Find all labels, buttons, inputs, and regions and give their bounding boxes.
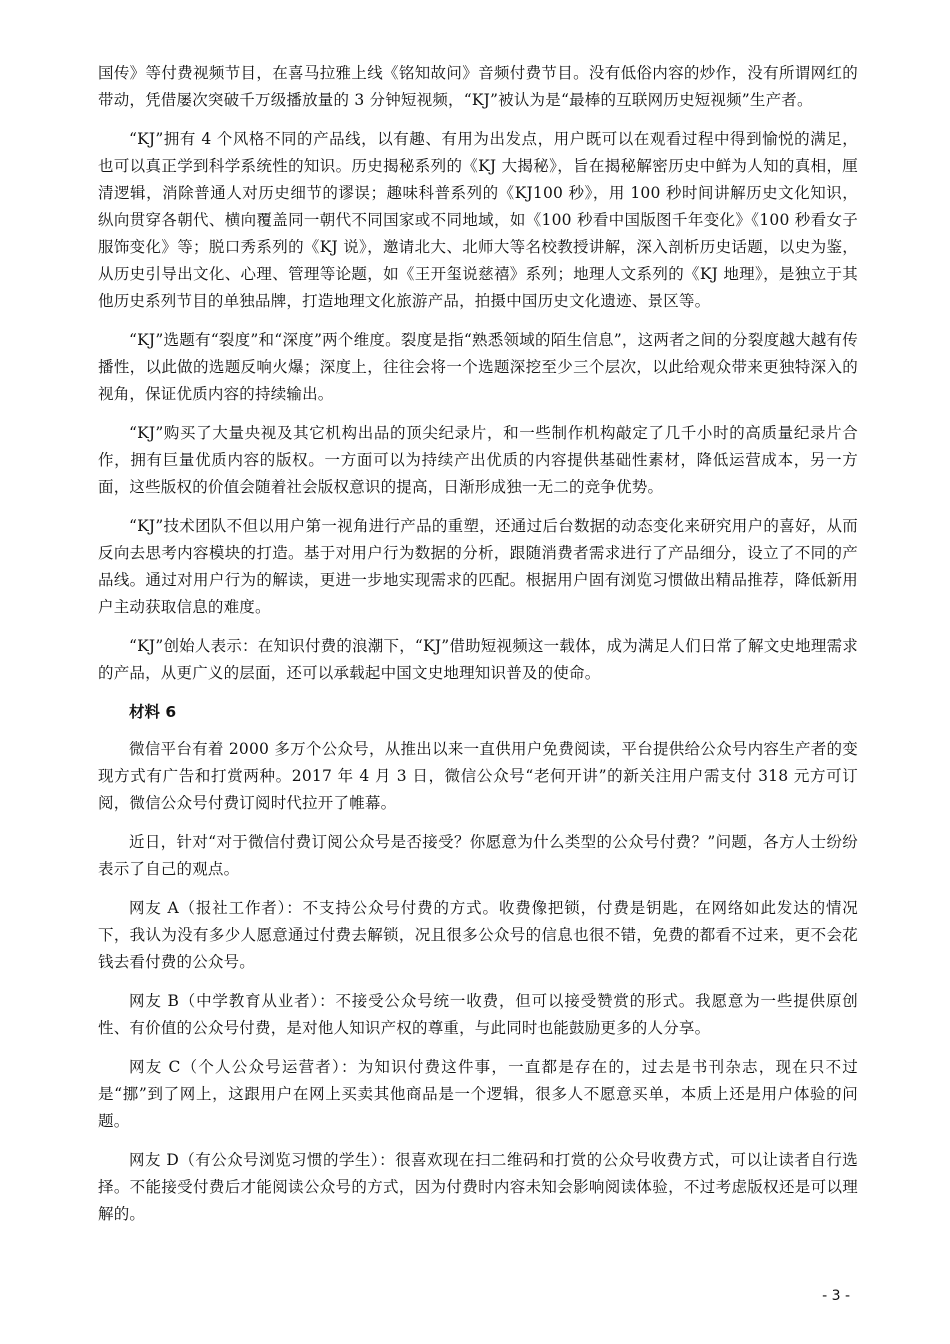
paragraph-topic-selection: “KJ”选题有“裂度”和“深度”两个维度。裂度是指“熟悉领域的陌生信息”，这两者之间的分裂度越大越有传播性，以此做的选题反响火爆；深度上，往往会将一个选题深挖至少三个层次，以此给观众带来更独特深入的视角，保证优质内容的持续输出。 xyxy=(98,331,858,403)
paragraph-netizen-c: 网友 C（个人公众号运营者）：为知识付费这件事，一直都是存在的，过去是书刊杂志，现在只不过是“挪”到了网上，这跟用户在网上买卖其他商品是一个逻辑，很多人不愿意买单，本质上还是用户体验的问题。 xyxy=(98,1058,858,1130)
paragraph-product-lines: “KJ”拥有 4 个风格不同的产品线，以有趣、有用为出发点，用户既可以在观看过程中得到愉悦的满足，也可以真正学到科学系统性的知识。历史揭秘系列的《KJ 大揭秘》，旨在揭秘解密历史中鲜为人知的真相，厘清逻辑，消除普通人对历史细节的谬误；趣味科普系列的《KJ100 秒》，用 100 秒时间讲解历史文化知识，纵向贯穿各朝代、横向覆盖同一朝代不同国家或不同地域，如《100 秒看中国版图千年变化》《100 秒看女子服饰变化》等；脱口秀系列的《KJ 说》，邀请北大、北师大等名校教授讲解，深入剖析历史话题，以史为鉴，从历史引导出文化、心理、管理等论题，如《王开玺说慈禧》系列；地理人文系列的《KJ 地理》，是独立于其他历史系列节目的单独品牌，打造地理文化旅游产品，拍摄中国历史文化遗迹、景区等。 xyxy=(98,130,858,310)
paragraph-continuation: 国传》等付费视频节目，在喜马拉雅上线《铭知故问》音频付费节目。没有低俗内容的炒作，没有所谓网红的带动，凭借屡次突破千万级播放量的 3 分钟短视频，“KJ”被认为是“最棒的互联网历史短视频”生产者。 xyxy=(98,64,858,109)
paragraph-netizen-a: 网友 A（报社工作者）：不支持公众号付费的方式。收费像把锁，付费是钥匙，在网络如此发达的情况下，我认为没有多少人愿意通过付费去解锁，况且很多公众号的信息也很不错，免费的都看不过来，更不会花钱去看付费的公众号。 xyxy=(98,899,858,971)
paragraph-wechat-platform: 微信平台有着 2000 多万个公众号，从推出以来一直供用户免费阅读，平台提供给公众号内容生产者的变现方式有广告和打赏两种。2017 年 4 月 3 日，微信公众号“老何开讲”的新关注用户需支付 318 元方可订阅，微信公众号付费订阅时代拉开了帷幕。 xyxy=(98,740,858,812)
paragraph-question: 近日，针对“对于微信付费订阅公众号是否接受？你愿意为什么类型的公众号付费？”问题，各方人士纷纷表示了自己的观点。 xyxy=(98,833,858,878)
paragraph-netizen-b: 网友 B（中学教育从业者）：不接受公众号统一收费，但可以接受赞赏的形式。我愿意为一些提供原创性、有价值的公众号付费，是对他人知识产权的尊重，与此同时也能鼓励更多的人分享。 xyxy=(98,992,858,1037)
section-heading-material-6: 材料 6 xyxy=(129,703,177,721)
paragraph-netizen-d: 网友 D（有公众号浏览习惯的学生）：很喜欢现在扫二维码和打赏的公众号收费方式，可以让读者自行选择。不能接受付费后才能阅读公众号的方式，因为付费时内容未知会影响阅读体验，不过考虑版权还是可以理解的。 xyxy=(98,1151,858,1223)
page-number: - 3 - xyxy=(822,1288,850,1304)
document-page xyxy=(98,60,858,1240)
paragraph-founder: “KJ”创始人表示：在知识付费的浪潮下，“KJ”借助短视频这一载体，成为满足人们日常了解文史地理需求的产品，从更广义的层面，还可以承载起中国文史地理知识普及的使命。 xyxy=(98,637,858,682)
paragraph-copyright: “KJ”购买了大量央视及其它机构出品的顶尖纪录片，和一些制作机构敲定了几千小时的高质量纪录片合作，拥有巨量优质内容的版权。一方面可以为持续产出优质的内容提供基础性素材，降低运营成本，另一方面，这些版权的价值会随着社会版权意识的提高，日渐形成独一无二的竞争优势。 xyxy=(98,424,858,496)
paragraph-tech-team: “KJ”技术团队不但以用户第一视角进行产品的重塑，还通过后台数据的动态变化来研究用户的喜好，从而反向去思考内容模块的打造。基于对用户行为数据的分析，跟随消费者需求进行了产品细分，设立了不同的产品线。通过对用户行为的解读，更进一步地实现需求的匹配。根据用户固有浏览习惯做出精品推荐，降低新用户主动获取信息的难度。 xyxy=(98,517,858,616)
